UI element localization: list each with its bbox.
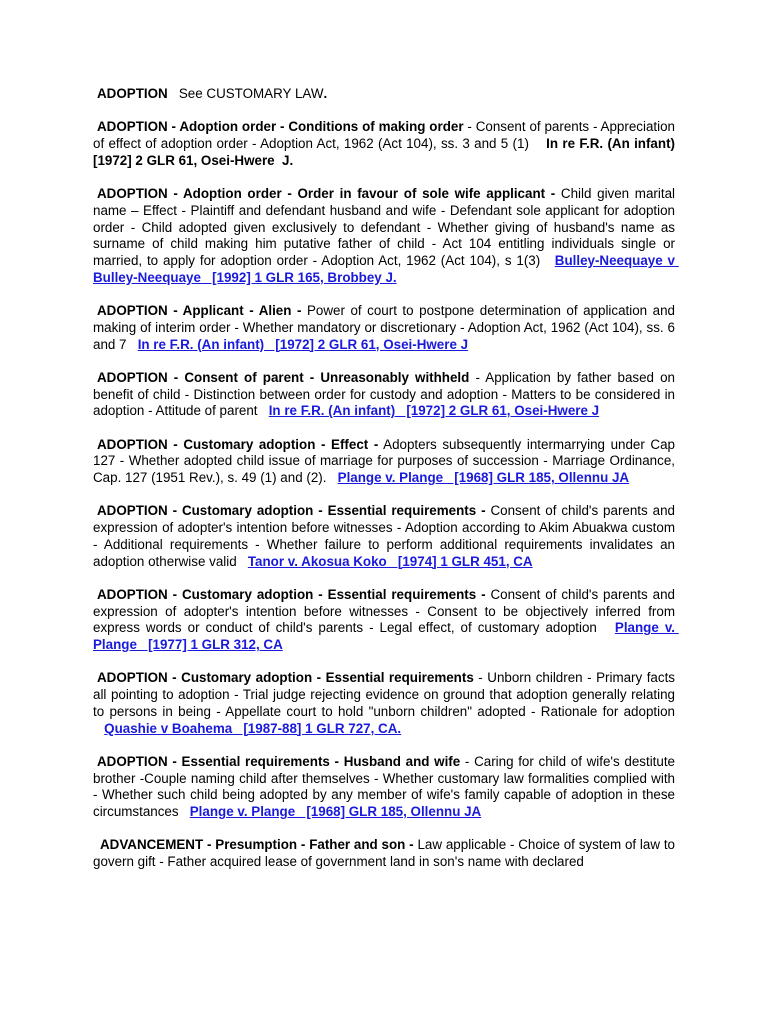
entry-text: Consent of child's parents and expression of adopter's intention before witnesses - Consent to be objectively inferred from express words or conduct of child's parents - Legal effect, of customary adoption xyxy=(93,586,675,636)
entry-text: See CUSTOMARY LAW xyxy=(178,86,324,101)
entry-heading: ADOPTION - Customary adoption - Effect - xyxy=(97,436,379,452)
entry-heading: ADOPTION - Consent of parent - Unreasonably withheld xyxy=(97,369,470,385)
entry-text: Consent of child's parents and expression of adopter's intention before witnesses - Adoption according to Akim Abuakwa custom - Additional requirements - Whether failure to perform additional requirements invalidates an adoption otherwise valid xyxy=(93,503,675,569)
entry-heading: ADVANCEMENT xyxy=(100,837,204,853)
entry-text: Power of court to postpone determination of application and making of interim order - Whether mandatory or discretionary - Adoption Act, 1962 (Act 104), ss. 6 and 7 xyxy=(93,303,675,352)
document-page xyxy=(93,86,687,888)
entry-citation: In re F.R. (An infant) [1972] 2 GLR 61, Osei-Hwere J. xyxy=(93,136,687,168)
index-entry xyxy=(93,186,679,286)
case-link[interactable]: Plange v. Plange [1968] GLR 185, Ollennu JA xyxy=(337,470,630,486)
index-entry xyxy=(93,370,675,420)
entry-text: Adopters subsequently intermarrying under Cap 127 - Whether adopted child issue of marriage for purposes of succession - Marriage Ordinance, Cap. 127 (1951 Rev.), s. 49 (1) and (2). xyxy=(93,436,675,486)
case-link[interactable]: Bulley-Neequaye v Bulley-Neequaye [1992] 1 GLR 165, Brobbey J. xyxy=(93,253,679,285)
index-entry xyxy=(93,119,687,169)
entry-tail: . xyxy=(323,86,328,101)
entry-text: - Caring for child of wife's destitute brother -Couple naming child after themselves - Whether customary law formalities complied with - Whether such child being adopted by any member of wife's family capable of adoption in these circumstances xyxy=(93,753,676,820)
index-entry xyxy=(93,303,675,353)
entry-subheading: - Presumption - Father and son - xyxy=(206,837,414,853)
entry-heading: ADOPTION xyxy=(97,86,168,101)
case-link[interactable]: Plange v. Plange [1977] 1 GLR 312, CA xyxy=(93,620,679,653)
entry-heading: ADOPTION - Essential requirements - Husband and wife xyxy=(97,753,461,769)
index-entry xyxy=(93,86,675,103)
entry-heading: ADOPTION - Applicant - Alien - xyxy=(97,303,302,319)
entry-text: - Application by father based on benefit of child - Distinction between order for custody and adoption - Matters to be considered in adoption - Attitude of parent xyxy=(93,369,675,419)
index-entry xyxy=(93,754,675,821)
index-entry xyxy=(93,837,675,870)
case-link[interactable]: Plange v. Plange [1968] GLR 185, Ollennu JA xyxy=(189,804,482,820)
entry-heading: ADOPTION - Adoption order - Order in favour of sole wife applicant - xyxy=(97,186,556,202)
index-entry xyxy=(93,437,675,487)
entry-text: Law applicable - Choice of system of law to govern gift - Father acquired lease of government land in son's name with declared xyxy=(93,837,676,870)
entry-heading: ADOPTION - Adoption order - Conditions of making order xyxy=(97,119,464,135)
entry-text: - Consent of parents - Appreciation of effect of adoption order - Adoption Act, 1962 (Act 104), ss. 3 and 5 (1) xyxy=(93,119,675,152)
case-link[interactable]: In re F.R. (An infant) [1972] 2 GLR 61, Osei-Hwere J xyxy=(137,336,469,352)
case-link[interactable]: In re F.R. (An infant) [1972] 2 GLR 61, Osei-Hwere J xyxy=(268,403,600,419)
case-link[interactable]: Tanor v. Akosua Koko [1974] 1 GLR 451, CA xyxy=(247,553,533,569)
index-entry xyxy=(93,670,675,737)
entry-heading: ADOPTION - Customary adoption - Essential requirements xyxy=(97,670,474,686)
entry-text: - Unborn children - Primary facts all pointing to adoption - Trial judge rejecting evidence on ground that adoption generally relating to persons in being - Appellate court to hold "unborn children" adopted - Rationale for adoption xyxy=(93,670,675,719)
entry-heading: ADOPTION - Customary adoption - Essential requirements - xyxy=(97,503,486,519)
case-link[interactable]: Quashie v Boahema [1987-88] 1 GLR 727, CA. xyxy=(104,720,402,736)
index-entry xyxy=(93,503,675,570)
entry-heading: ADOPTION - Customary adoption - Essential requirements - xyxy=(97,586,486,602)
entry-text: Child given marital name – Effect - Plaintiff and defendant husband and wife - Defendant sole applicant for adoption order - Child adopted given exclusively to defendant - Whether giving of husband's name as surname of child making him putative father of child - Act 104 entitling individuals single or married, to apply for adoption order - Adoption Act, 1962 (Act 104), s 1(3) xyxy=(93,186,675,268)
index-entry xyxy=(93,586,679,654)
